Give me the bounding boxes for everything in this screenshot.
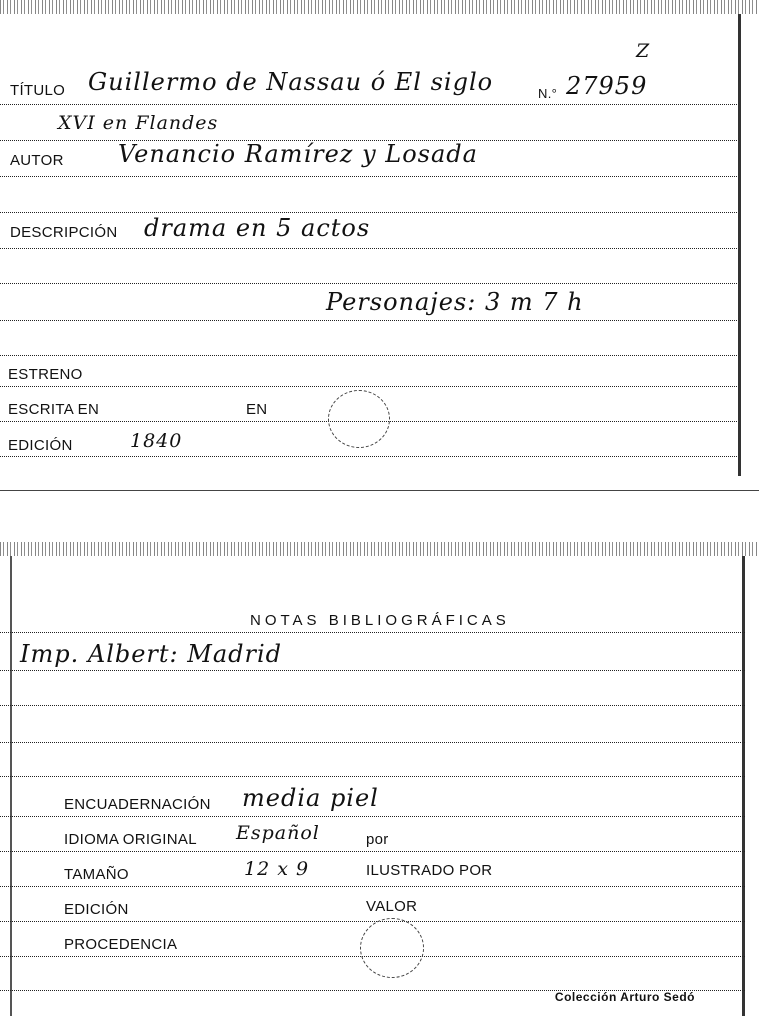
card-right-edge xyxy=(738,14,741,476)
edicion2-label: EDICIÓN xyxy=(64,901,129,918)
escrita-en-label: ESCRITA EN xyxy=(8,401,100,418)
rule-7 xyxy=(0,320,737,321)
rule-8 xyxy=(0,355,737,356)
corner-mark: Z xyxy=(636,40,651,62)
collection-footer: Colección Arturo Sedó xyxy=(554,990,695,1004)
card-left-edge xyxy=(10,556,12,1016)
descripcion-label: DESCRIPCIÓN xyxy=(10,224,118,241)
catalog-card-top xyxy=(0,0,759,500)
rule-9 xyxy=(0,386,737,387)
b-rule-8 xyxy=(0,886,745,887)
b-rule-2 xyxy=(0,670,745,671)
encuadernacion-handwriting: media piel xyxy=(242,784,379,812)
b-rule-7 xyxy=(0,851,745,852)
rule-4 xyxy=(0,212,737,213)
numero-handwriting: 27959 xyxy=(566,72,648,100)
edicion-handwriting: 1840 xyxy=(130,430,183,452)
b-rule-4 xyxy=(0,742,745,743)
b-rule-3 xyxy=(0,705,745,706)
idioma-handwriting: Español xyxy=(236,822,320,844)
rule-6 xyxy=(0,283,737,284)
ilustrado-label: ILUSTRADO POR xyxy=(366,862,493,879)
rule-1 xyxy=(0,104,737,105)
card-right-edge-bottom xyxy=(742,556,745,1016)
numero-label: N.° xyxy=(538,86,558,101)
ink-stamp xyxy=(328,390,390,448)
tamano-handwriting: 12 x 9 xyxy=(244,858,310,880)
scan-noise-bottom xyxy=(0,542,759,556)
ink-stamp-bottom xyxy=(360,918,424,978)
titulo-handwriting-line2: XVI en Flandes xyxy=(58,112,219,134)
titulo-label: TÍTULO xyxy=(10,82,66,99)
procedencia-label: PROCEDENCIA xyxy=(64,936,178,953)
valor-label: VALOR xyxy=(366,898,418,915)
card-divider xyxy=(0,490,759,491)
b-rule-9 xyxy=(0,921,745,922)
estreno-label: ESTRENO xyxy=(8,366,83,383)
por-label: por xyxy=(366,831,389,848)
imprenta-handwriting: Imp. Albert: Madrid xyxy=(20,640,283,668)
scan-noise-top xyxy=(0,0,759,14)
b-rule-1 xyxy=(0,632,745,633)
en-label: EN xyxy=(246,401,268,418)
titulo-handwriting: Guillermo de Nassau ó El siglo xyxy=(88,68,494,96)
rule-11 xyxy=(0,456,737,457)
tamano-label: TAMAÑO xyxy=(64,866,129,883)
rule-3 xyxy=(0,176,737,177)
rule-5 xyxy=(0,248,737,249)
b-rule-6 xyxy=(0,816,745,817)
encuadernacion-label: ENCUADERNACIÓN xyxy=(64,796,211,813)
b-rule-5 xyxy=(0,776,745,777)
descripcion-handwriting: drama en 5 actos xyxy=(144,214,371,242)
autor-handwriting: Venancio Ramírez y Losada xyxy=(118,140,478,168)
personajes-handwriting: Personajes: 3 m 7 h xyxy=(326,288,584,316)
autor-label: AUTOR xyxy=(10,152,64,169)
idioma-label: IDIOMA ORIGINAL xyxy=(64,831,197,848)
edicion-label: EDICIÓN xyxy=(8,437,73,454)
notas-heading: NOTAS BIBLIOGRÁFICAS xyxy=(250,612,510,629)
